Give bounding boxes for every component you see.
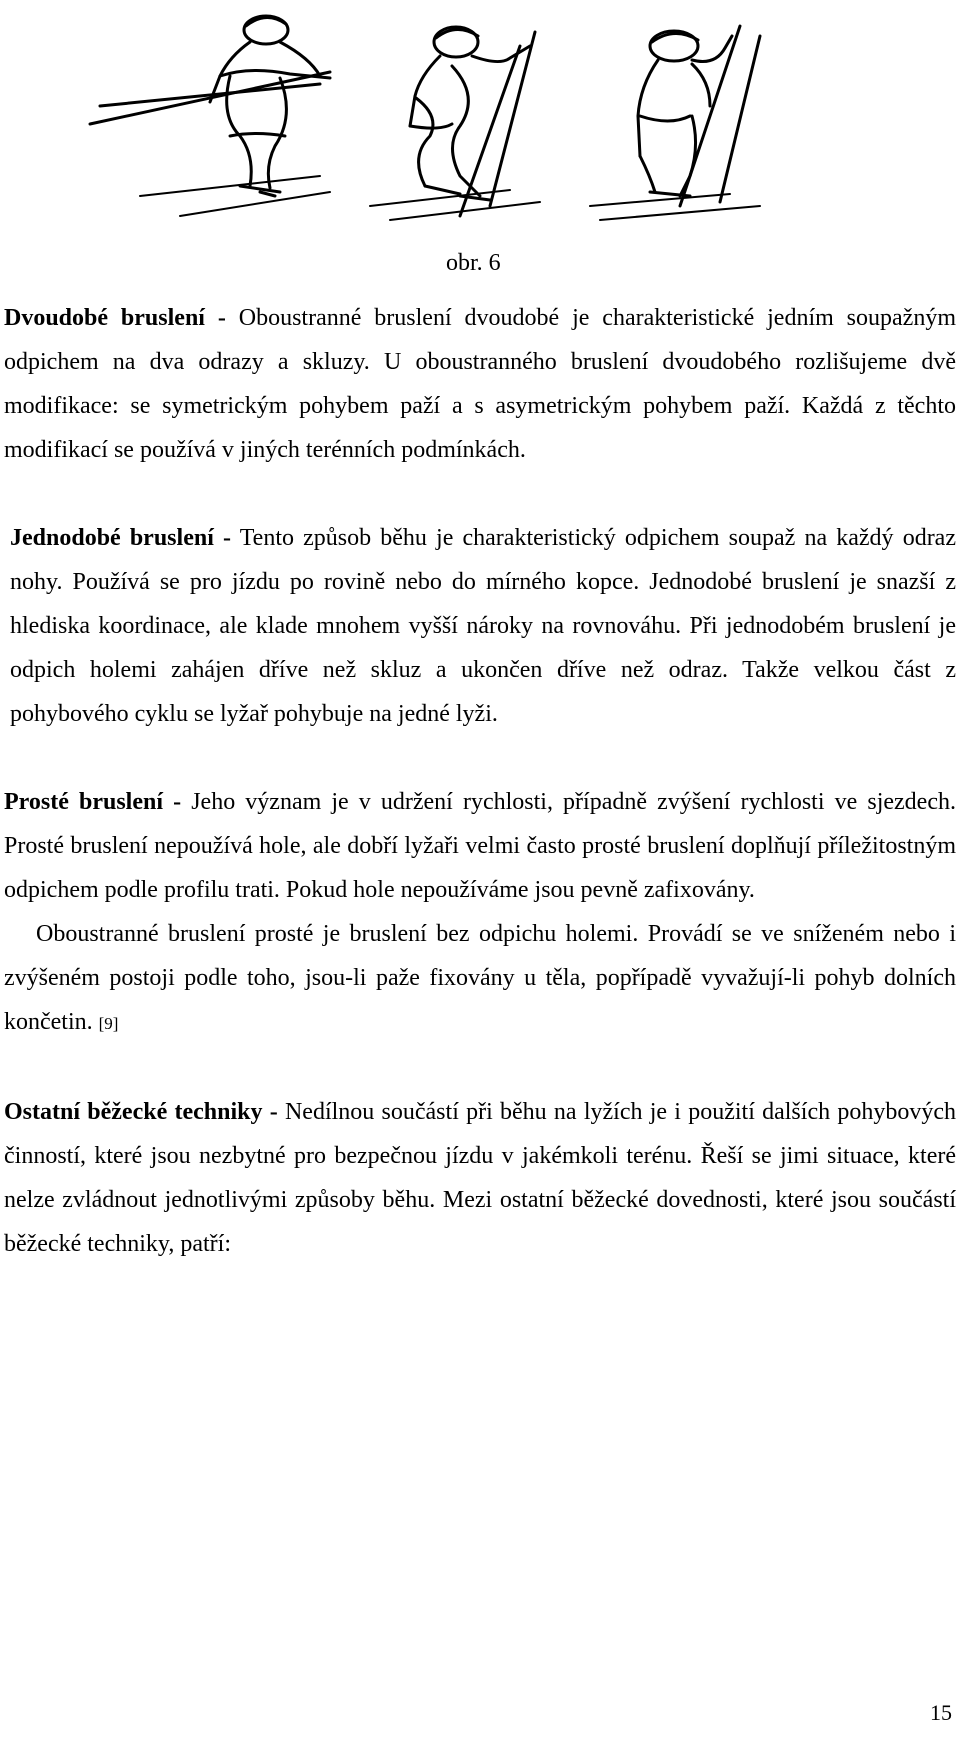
skier-figure-1 bbox=[90, 16, 330, 216]
skier-figure-2 bbox=[370, 27, 540, 220]
skating-skiers-illustration bbox=[80, 6, 920, 230]
document-body bbox=[4, 296, 956, 1266]
paragraph-text: Jeho význam je v udržení rychlosti, případně zvýšení rychlosti ve sjezdech. Prosté bruslení nepoužívá hole, ale dobří lyžaři velmi často prosté bruslení doplňují příležitostným odpichem podle profilu trati. Pokud hole nepoužíváme jsou pevně zafixovány. bbox=[4, 789, 956, 903]
paragraph-heading: Ostatní běžecké techniky - bbox=[4, 1099, 278, 1125]
citation-reference: [9] bbox=[98, 1014, 119, 1033]
page-number: 15 bbox=[930, 1700, 952, 1725]
paragraph-proste-brusleni bbox=[4, 780, 956, 912]
paragraph-ostatni-techniky bbox=[4, 1090, 956, 1266]
paragraph-heading: Dvoudobé bruslení - bbox=[4, 305, 226, 331]
paragraph-dvoudobe-brusleni bbox=[4, 296, 956, 472]
figure-caption: obr. 6 bbox=[446, 250, 501, 276]
paragraph-oboustranne-proste bbox=[4, 912, 956, 1046]
paragraph-jednodobe-brusleni bbox=[4, 516, 956, 736]
skier-figure-3 bbox=[590, 26, 760, 220]
paragraph-text: Nedílnou součástí při běhu na lyžích je i použití dalších pohybových činností, které jsou nezbytné pro bezpečnou jízdu v jakémkoli terénu. Řeší se jimi situace, které nelze zvládnout jednotlivými způsoby běhu. Mezi ostatní běžecké dovednosti, které jsou součástí běžecké techniky, patří: bbox=[4, 1099, 956, 1257]
paragraph-text: Tento způsob běhu je charakteristický odpichem soupaž na každý odraz nohy. Používá se pro jízdu po rovině nebo do mírného kopce. Jednodobé bruslení je snazší z hlediska koordinace, ale klade mnohem vyšší nároky na rovnováhu. Při jednodobém bruslení je odpich holemi zahájen dříve než skluz a ukončen dříve než odraz. Takže velkou část z pohybového cyklu se lyžař pohybuje na jedné lyži. bbox=[10, 525, 956, 727]
paragraph-heading: Jednodobé bruslení - bbox=[10, 525, 231, 551]
paragraph-heading: Prosté bruslení - bbox=[4, 789, 182, 815]
paragraph-text: Oboustranné bruslení dvoudobé je charakteristické jedním soupažným odpichem na dva odrazy a skluzy. U oboustranného bruslení dvoudobého rozlišujeme dvě modifikace: se symetrickým pohybem paží a s asymetrickým pohybem paží. Každá z těchto modifikací se používá v jiných terénních podmínkách. bbox=[4, 305, 956, 463]
paragraph-text: Oboustranné bruslení prosté je bruslení bez odpichu holemi. Provádí se ve sníženém nebo i zvýšeném postoji podle toho, jsou-li paže fixovány u těla, popřípadě vyvažují-li pohyb dolních končetin. bbox=[4, 921, 956, 1035]
